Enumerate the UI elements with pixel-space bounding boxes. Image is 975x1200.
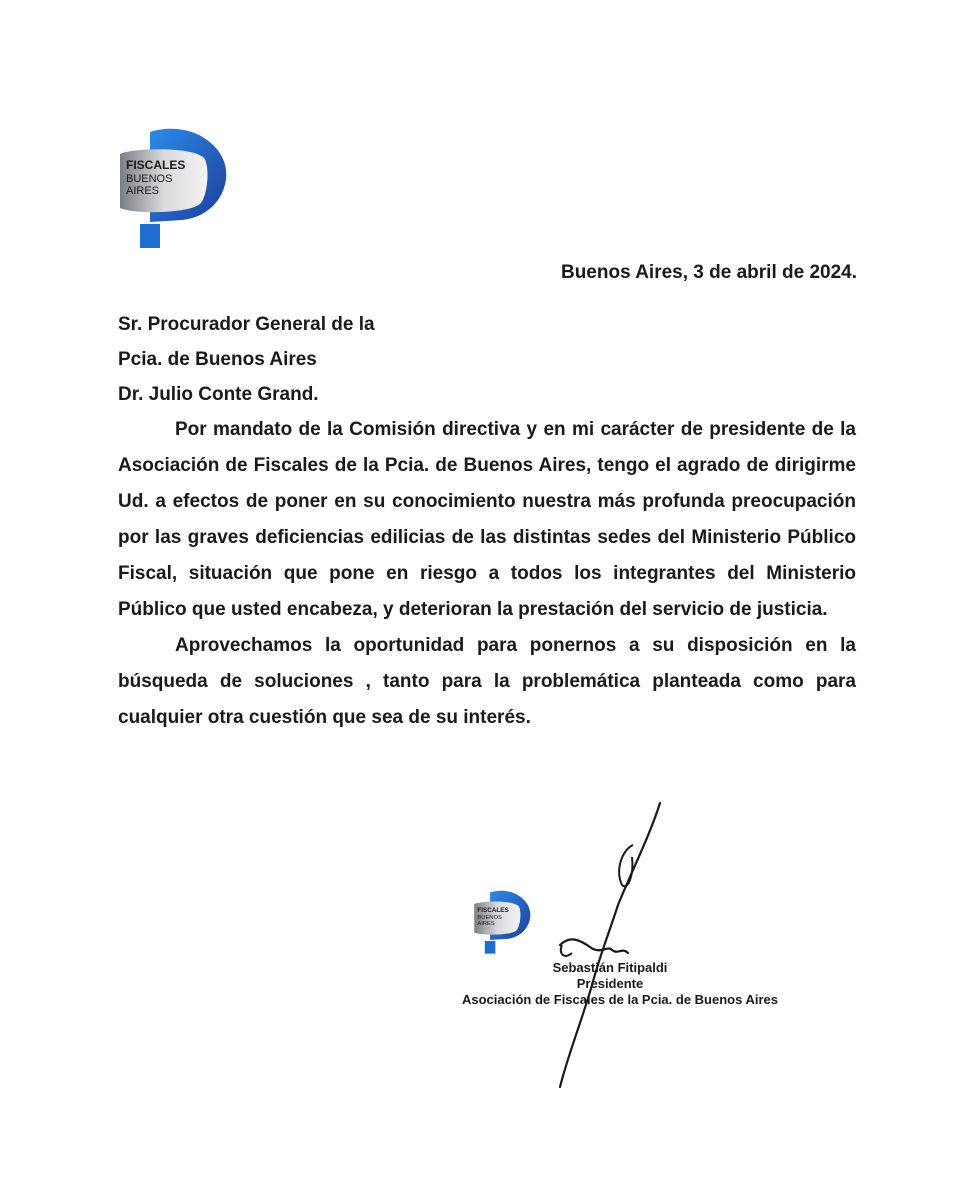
signer-name: Sebastián Fitipaldi [552,960,668,975]
svg-text:BUENOS: BUENOS [126,173,173,185]
fiscales-logo-small-icon [470,886,536,958]
body-paragraph: Por mandato de la Comisión directiva y en mi carácter de presidente de la Asociación de Fiscales de la Pcia. de Buenos Aires, tengo el agrado de dirigirme Ud. a efectos de poner en su conocimiento nuestra más profunda preocupación por las graves deficiencias edilicias de las distintas sedes del Ministerio Público Fiscal, situación que pone en riesgo a todos los integrantes del Ministerio Público que usted encabeza, y deterioran la prestación del servicio de justicia. [118,419,856,620]
fiscales-logo-icon [112,124,237,252]
header-logo [112,124,237,252]
addressee-line: Dr. Julio Conte Grand. [118,384,319,405]
svg-text:AIRES: AIRES [477,921,495,928]
signer-organization: Asociación de Fiscales de la Pcia. de Buenos Aires [462,992,778,1007]
letter-body [118,412,856,736]
svg-text:FISCALES: FISCALES [126,158,186,172]
body-paragraph: Aprovechamos la oportunidad para ponernos a su disposición en la búsqueda de soluciones , tanto para la problemática planteada como para cualquier otra cuestión que sea de su interés. [118,635,856,728]
signature-logo [470,886,536,958]
signature-block [420,960,820,1008]
letter-date: Buenos Aires, 3 de abril de 2024. [560,262,857,283]
addressee-line: Pcia. de Buenos Aires [118,349,317,370]
svg-text:AIRES: AIRES [126,185,160,197]
svg-text:FISCALES: FISCALES [477,906,509,914]
addressee-block [118,307,375,412]
signer-role: Presidente [576,976,644,991]
addressee-line: Sr. Procurador General de la [118,314,375,335]
svg-text:BUENOS: BUENOS [477,914,502,921]
